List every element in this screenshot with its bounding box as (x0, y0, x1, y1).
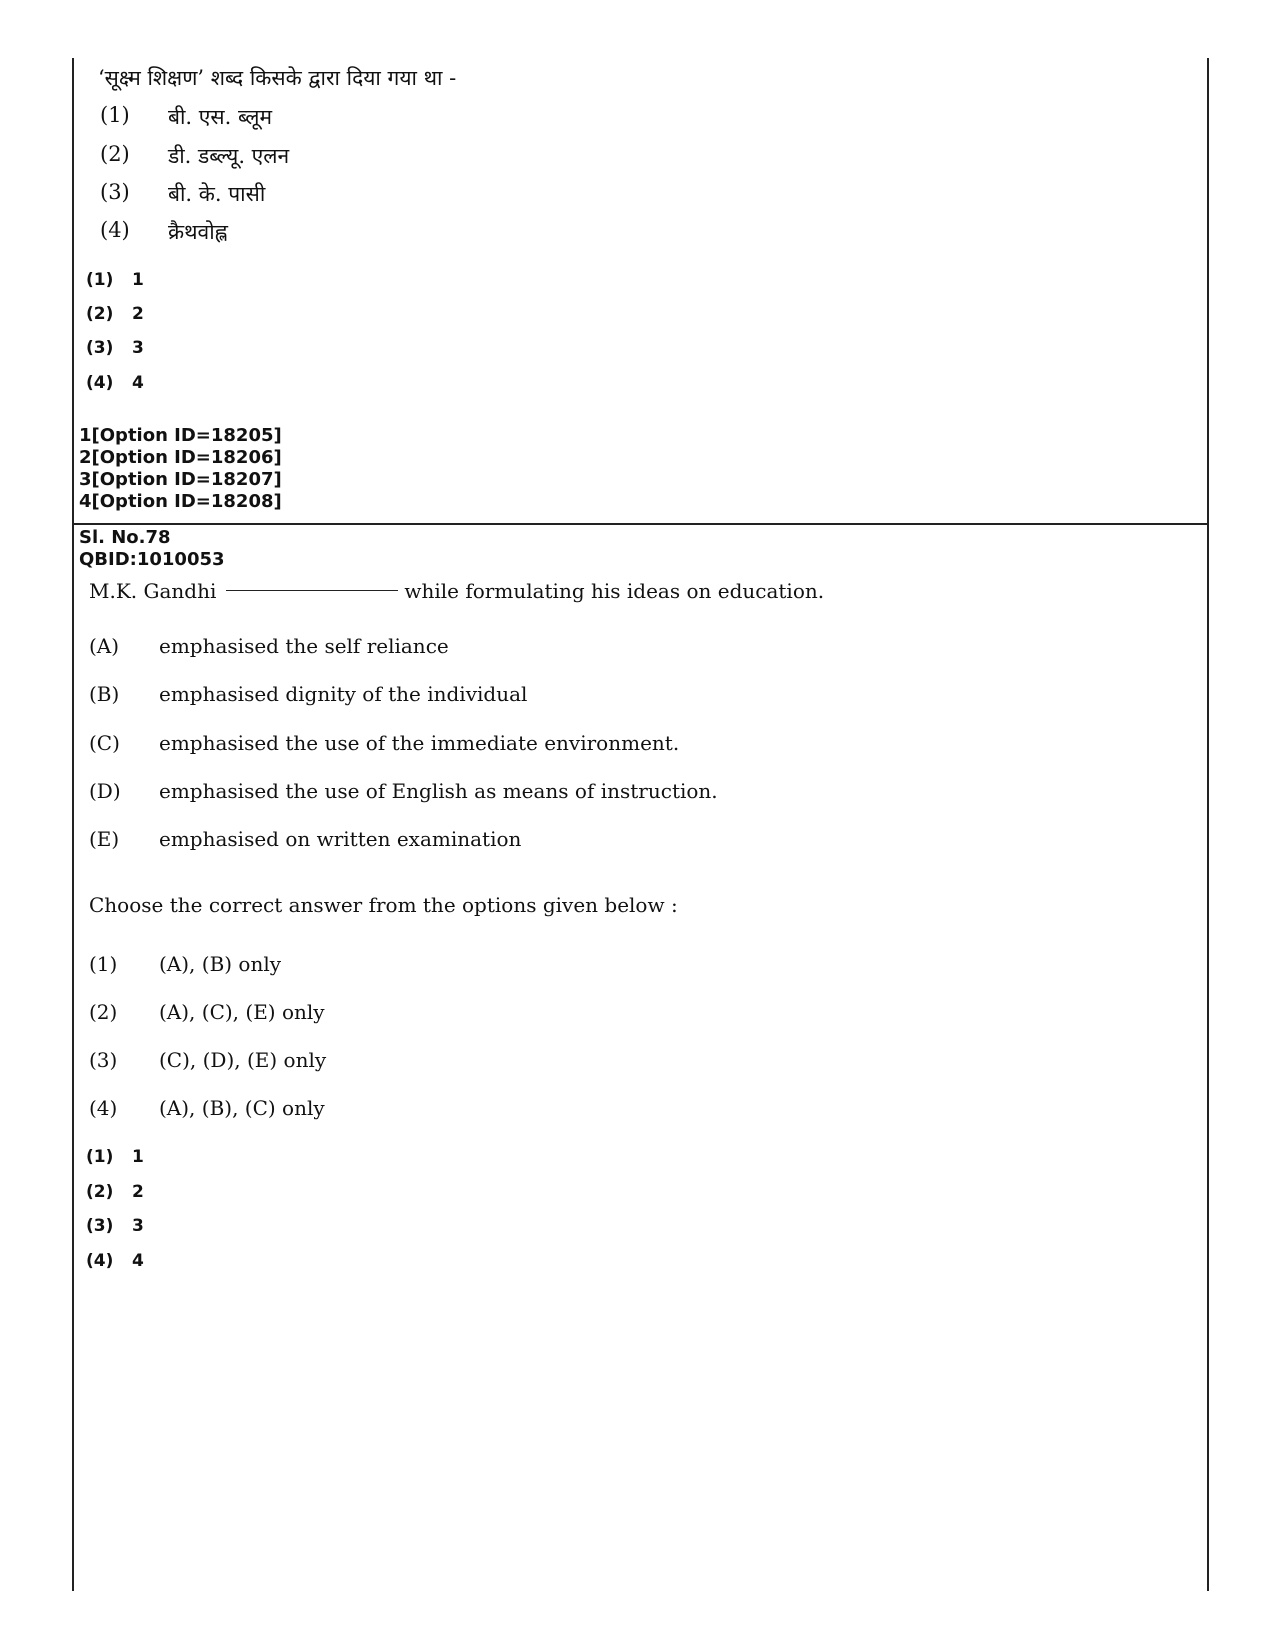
option-number: (2) (100, 142, 130, 166)
fill-in-blank (226, 590, 398, 591)
stem-start: M.K. Gandhi (89, 579, 217, 603)
hindi-option-1 (100, 103, 272, 131)
answer-choice-1[interactable] (86, 270, 144, 290)
statement-label: (A) (89, 634, 120, 658)
answer-number: (1) (86, 1147, 114, 1167)
option-id-1: 1[Option ID=18205] (79, 425, 282, 446)
answer-choice-3[interactable] (86, 338, 144, 358)
statement-label: (D) (89, 779, 121, 803)
option-text: (C), (D), (E) only (159, 1048, 327, 1072)
hindi-option-3 (100, 180, 265, 208)
option-number: (4) (89, 1096, 118, 1120)
option-number: (1) (100, 103, 130, 127)
answer-choice-2[interactable] (86, 1182, 144, 1202)
statement-text: emphasised the use of English as means of instruction. (159, 779, 718, 803)
instruction-text: Choose the correct answer from the options given below : (89, 893, 678, 917)
answer-value: 4 (132, 1251, 144, 1271)
answer-choice-1[interactable] (86, 1147, 144, 1167)
statement-text: emphasised the use of the immediate environment. (159, 731, 680, 755)
option-number: (4) (100, 218, 130, 242)
statement-label: (C) (89, 731, 120, 755)
answer-value: 1 (132, 1147, 144, 1167)
english-option-4 (89, 1096, 325, 1120)
statement-label: (B) (89, 682, 120, 706)
answer-choice-4[interactable] (86, 373, 144, 393)
option-number: (1) (89, 952, 118, 976)
option-text: (A), (C), (E) only (159, 1000, 325, 1024)
answer-value: 1 (132, 270, 144, 290)
option-number: (2) (89, 1000, 118, 1024)
statement-label: (E) (89, 827, 120, 851)
option-number: (3) (100, 180, 130, 204)
answer-number: (4) (86, 1251, 114, 1271)
option-id-3: 3[Option ID=18207] (79, 469, 282, 490)
hindi-option-2 (100, 142, 289, 170)
answer-number: (1) (86, 270, 114, 290)
statement-a (89, 634, 449, 658)
statement-text: emphasised on written examination (159, 827, 522, 851)
answer-choice-4[interactable] (86, 1251, 144, 1271)
option-text: (A), (B) only (159, 952, 282, 976)
answer-number: (3) (86, 1216, 114, 1236)
question-frame (72, 58, 1209, 1591)
statement-c (89, 731, 679, 755)
option-text: बी. के. पासी (168, 182, 266, 206)
statement-b (89, 682, 527, 706)
answer-number: (4) (86, 373, 114, 393)
serial-number: Sl. No.78 (79, 527, 171, 548)
question-stem-english (89, 579, 824, 603)
option-id-2: 2[Option ID=18206] (79, 447, 282, 468)
statement-d (89, 779, 718, 803)
option-text: बी. एस. ब्लूम (168, 105, 273, 129)
answer-choice-2[interactable] (86, 304, 144, 324)
answer-number: (3) (86, 338, 114, 358)
option-text: (A), (B), (C) only (159, 1096, 325, 1120)
english-option-1 (89, 952, 281, 976)
option-text: डी. डब्ल्यू. एलन (168, 144, 290, 168)
english-option-2 (89, 1000, 325, 1024)
question-stem-hindi: ‘सूक्ष्म शिक्षण’ शब्द किसके द्वारा दिया गया था - (98, 66, 457, 90)
answer-number: (2) (86, 304, 114, 324)
option-number: (3) (89, 1048, 118, 1072)
option-text: क्रैथवोह्ल (168, 220, 228, 244)
statement-text: emphasised dignity of the individual (159, 682, 528, 706)
option-id-4: 4[Option ID=18208] (79, 491, 282, 512)
answer-number: (2) (86, 1182, 114, 1202)
question-divider (72, 523, 1209, 525)
answer-value: 2 (132, 304, 144, 324)
question-bank-id: QBID:1010053 (79, 549, 225, 570)
answer-value: 2 (132, 1182, 144, 1202)
hindi-option-4 (100, 218, 228, 246)
english-option-3 (89, 1048, 326, 1072)
statement-text: emphasised the self reliance (159, 634, 449, 658)
stem-end: while formulating his ideas on education. (404, 579, 825, 603)
answer-choice-3[interactable] (86, 1216, 144, 1236)
statement-e (89, 827, 521, 851)
answer-value: 3 (132, 338, 144, 358)
answer-value: 4 (132, 373, 144, 393)
answer-value: 3 (132, 1216, 144, 1236)
